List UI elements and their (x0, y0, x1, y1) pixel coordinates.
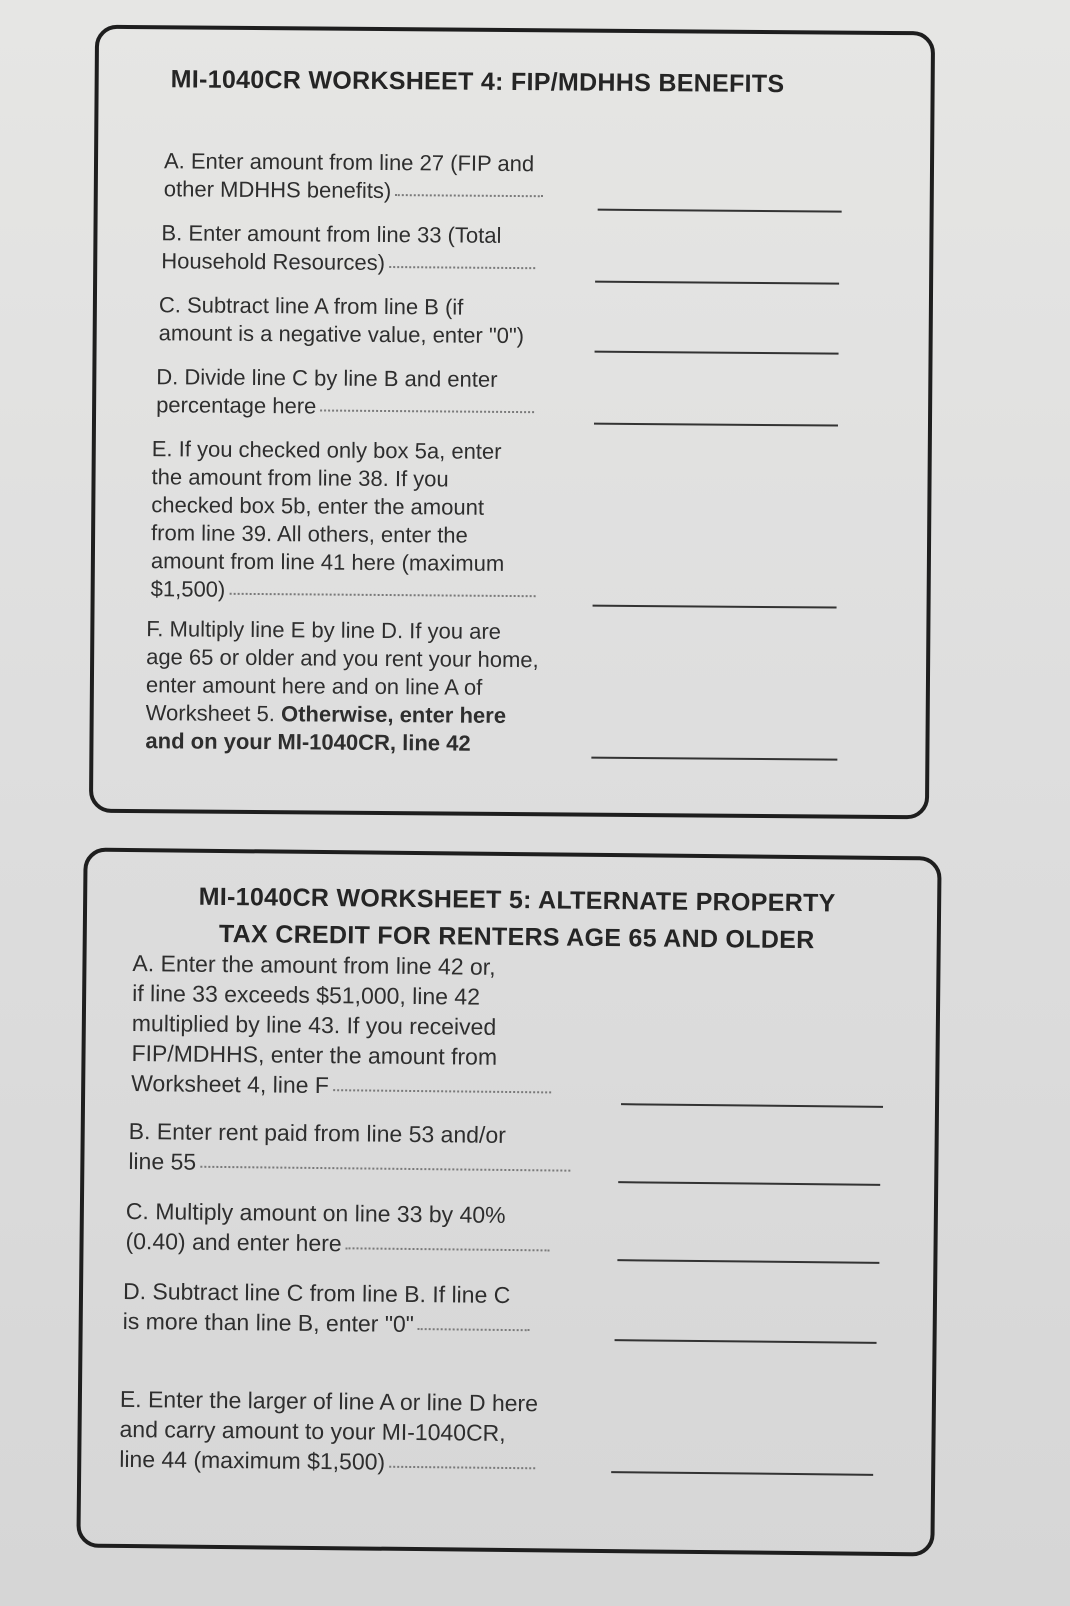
ws5-line-a-row5-text: Worksheet 4, line F (131, 1070, 330, 1099)
ws5-line-a-row4: FIP/MDHHS, enter the amount from (131, 1040, 498, 1070)
ws4-line-e-row6-text: $1,500) (150, 576, 226, 602)
ws5-line-a-text (131, 948, 552, 1102)
ws5-line-d-row2-text: is more than line B, enter "0" (122, 1307, 415, 1338)
dot-leader (389, 266, 535, 269)
ws4-line-a-row1: A. Enter amount from line 27 (FIP and (163, 148, 535, 177)
ws4-line-d-row2 (156, 391, 534, 422)
ws4-line-d-answer-field[interactable] (594, 423, 838, 427)
ws4-line-b-row2-text: Household Resources) (161, 248, 386, 275)
worksheet-4-title: MI-1040CR WORKSHEET 4: FIP/MDHHS BENEFITS (170, 65, 785, 99)
ws4-line-f-row4-bold: Otherwise, enter here (280, 701, 507, 728)
ws4-line-c-row1: C. Subtract line A from line B (if (158, 292, 464, 320)
ws4-line-c-row2: amount is a negative value, enter "0") (158, 320, 525, 349)
ws5-line-e-text (119, 1384, 538, 1478)
ws4-line-f-row4-text: Worksheet 5. (145, 700, 276, 727)
ws4-line-e-row6 (151, 575, 536, 606)
ws4-line-f-row1: F. Multiply line E by line D. If you are (146, 616, 502, 644)
ws5-line-a-row5 (131, 1068, 551, 1102)
ws4-line-e-row4: from line 39. All others, enter the (151, 520, 468, 548)
ws4-line-d-row1: D. Divide line C by line B and enter (156, 364, 498, 392)
dot-leader (333, 1089, 551, 1093)
worksheet-5-title (127, 878, 908, 960)
worksheet-5-box (76, 848, 941, 1557)
ws5-line-b-row1: B. Enter rent paid from line 53 and/or (128, 1118, 506, 1148)
ws5-line-b-row2-text: line 55 (128, 1148, 197, 1175)
ws4-line-f-row2: age 65 or older and you rent your home, (146, 644, 539, 673)
dot-leader (320, 409, 534, 413)
ws4-line-e-answer-field[interactable] (593, 605, 837, 609)
ws5-line-d-row1: D. Subtract line C from line B. If line C (122, 1277, 511, 1309)
ws5-line-d-answer-field[interactable] (615, 1339, 877, 1344)
ws5-line-a-row3: multiplied by line 43. If you received (131, 1010, 497, 1040)
ws5-line-e-row1: E. Enter the larger of line A or line D here (119, 1385, 539, 1417)
ws5-line-c-row2-text: (0.40) and enter here (125, 1227, 342, 1257)
worksheet-5-title-line1: MI-1040CR WORKSHEET 5: ALTERNATE PROPERTY (198, 882, 836, 918)
ws5-line-c-row2 (125, 1226, 549, 1260)
ws4-line-e-row2: the amount from line 38. If you (151, 464, 449, 492)
ws4-line-f-row3: enter amount here and on line A of (145, 672, 483, 700)
dot-leader (395, 194, 543, 197)
ws5-line-d-row2 (123, 1306, 530, 1340)
ws5-line-b-row2 (128, 1146, 570, 1181)
worksheet-4-box (89, 25, 935, 820)
ws4-line-f-answer-field[interactable] (591, 757, 837, 761)
ws4-line-b-text (161, 219, 535, 278)
ws4-line-b-answer-field[interactable] (595, 281, 839, 285)
dot-leader (389, 1466, 535, 1470)
ws4-line-a-answer-field[interactable] (598, 209, 842, 213)
ws5-line-e-row3 (119, 1444, 537, 1478)
ws4-line-a-row2 (164, 175, 544, 206)
worksheet-5-title-line2: TAX CREDIT FOR RENTERS AGE 65 AND OLDER (218, 919, 815, 955)
ws4-line-e-text (151, 435, 537, 606)
dot-leader (418, 1328, 530, 1331)
ws5-line-a-row1: A. Enter the amount from line 42 or, (132, 950, 496, 980)
ws4-line-e-row1: E. If you checked only box 5a, enter (151, 436, 502, 464)
ws4-line-e-row3: checked box 5b, enter the amount (151, 492, 485, 520)
ws4-line-b-row1: B. Enter amount from line 33 (Total (161, 220, 502, 248)
ws4-line-d-row2-text: percentage here (156, 392, 317, 419)
ws5-line-a-row2: if line 33 exceeds $51,000, line 42 (132, 980, 481, 1010)
ws4-line-c-answer-field[interactable] (595, 351, 839, 355)
dot-leader (229, 593, 535, 597)
ws4-line-d-text (156, 363, 535, 422)
ws4-line-f-text (145, 615, 539, 758)
ws4-line-a-text (164, 147, 544, 206)
ws5-line-c-answer-field[interactable] (617, 1259, 879, 1264)
dot-leader (200, 1166, 570, 1172)
ws5-line-e-row2: and carry amount to your MI-1040CR, (119, 1415, 506, 1446)
ws4-line-f-row4 (146, 699, 539, 730)
ws4-line-e-row5: amount from line 41 here (maximum (150, 548, 505, 576)
ws5-line-b-text (128, 1116, 570, 1181)
ws5-line-a-answer-field[interactable] (621, 1103, 883, 1108)
ws5-line-b-answer-field[interactable] (618, 1181, 880, 1186)
ws5-line-c-text (125, 1196, 550, 1260)
ws4-line-a-row2-text: other MDHHS benefits) (163, 176, 392, 204)
ws5-line-c-row1: C. Multiply amount on line 33 by 40% (125, 1197, 506, 1228)
ws5-line-d-text (123, 1276, 531, 1340)
ws4-line-c-text (159, 291, 525, 350)
dot-leader (346, 1247, 550, 1251)
ws5-line-e-answer-field[interactable] (611, 1471, 873, 1476)
ws4-line-f-row5: and on your MI-1040CR, line 42 (145, 728, 471, 756)
ws4-line-b-row2 (161, 247, 535, 278)
ws5-line-e-row3-text: line 44 (maximum $1,500) (119, 1445, 386, 1475)
